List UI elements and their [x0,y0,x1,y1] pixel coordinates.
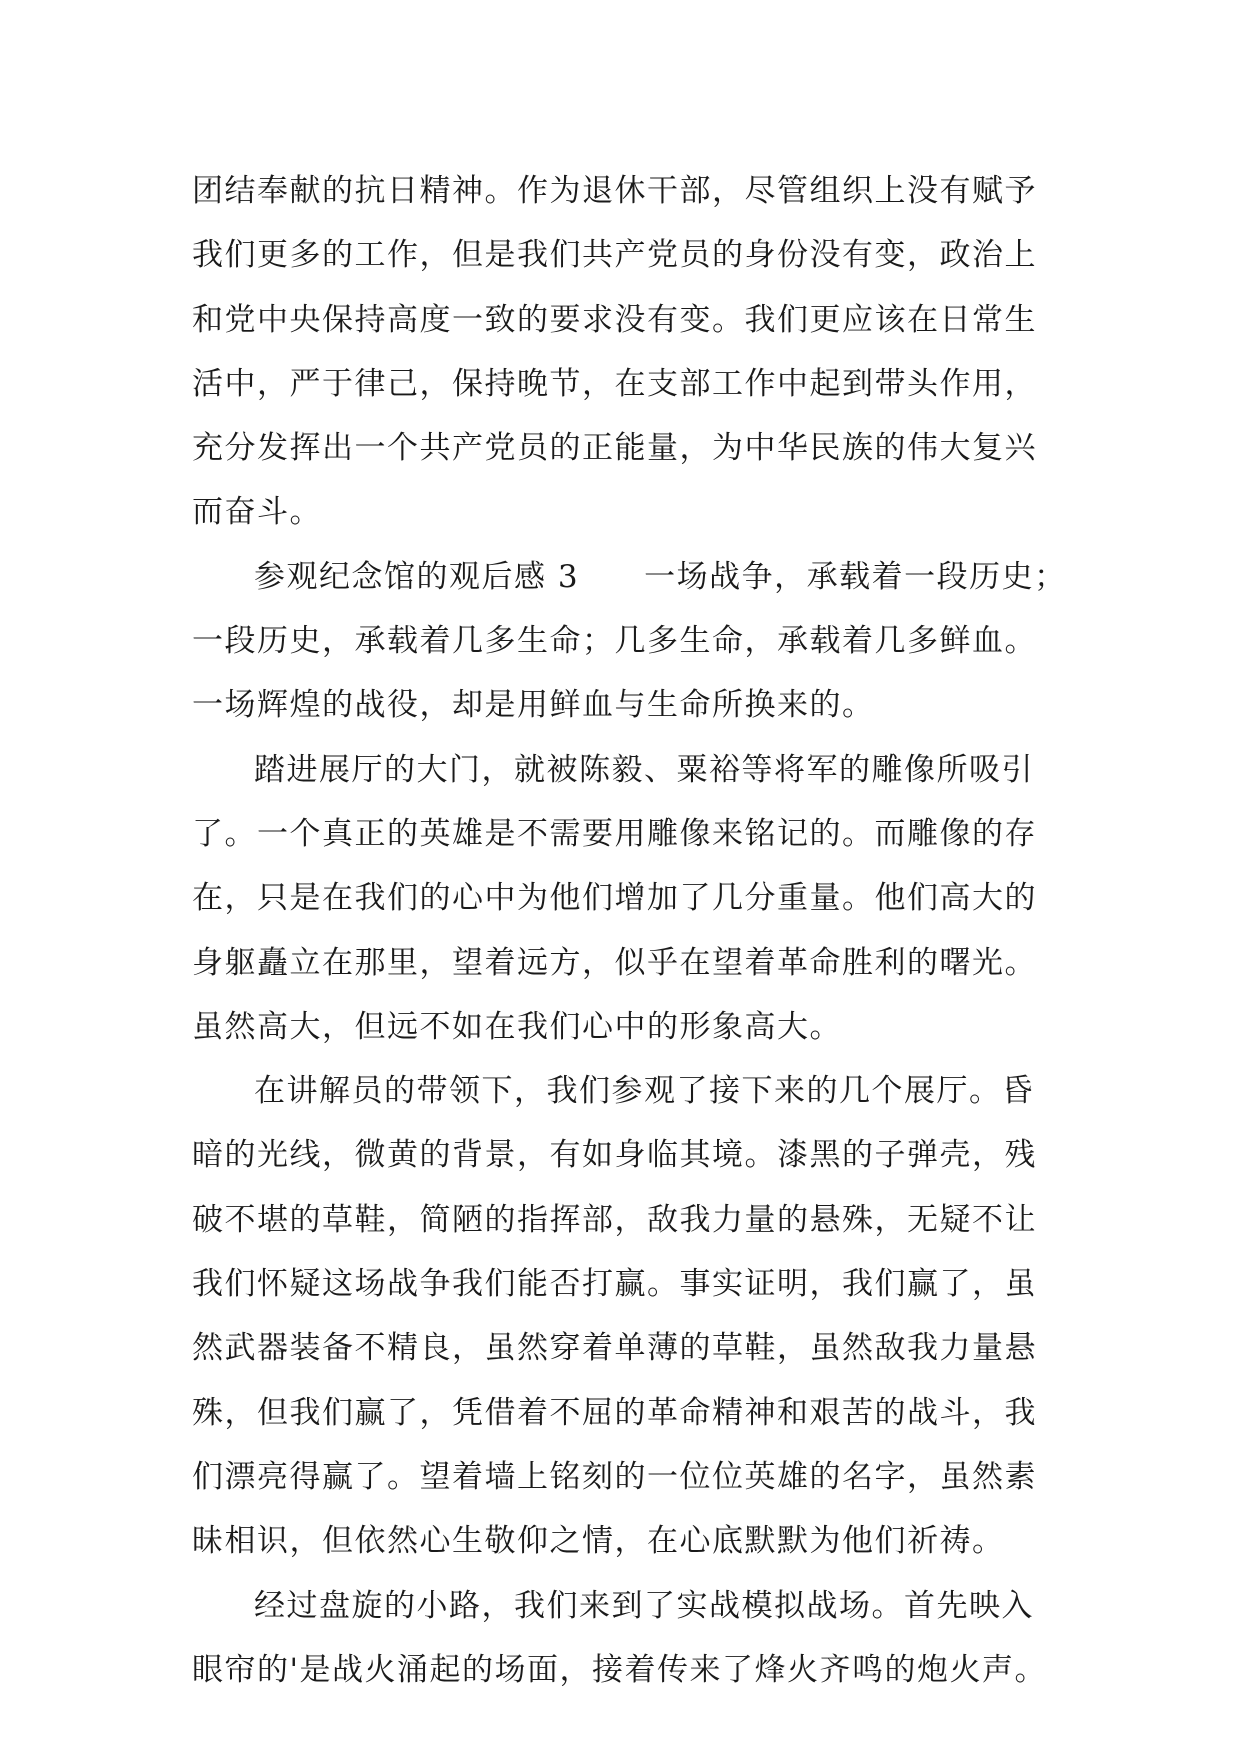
text-line: 了。一个真正的英雄是不需要用雕像来铭记的。而雕像的存 [192,815,1037,852]
text-line: 在讲解员的带领下，我们参观了接下来的几个展厅。昏 [254,1073,1034,1110]
text-line: 团结奉献的抗日精神。作为退休干部，尽管组织上没有赋予 [192,173,1037,209]
body-text [192,159,1072,1702]
text-line: 活中，严于律己，保持晚节，在支部工作中起到带头作用， [192,365,1037,402]
text-line: 一段历史，承载着几多生命；几多生命，承载着几多鲜血。 [192,623,1037,660]
text-line: 殊，但我们赢了，凭借着不屈的革命精神和艰苦的战斗，我 [192,1394,1037,1431]
text-line: 一场辉煌的战役，却是用鲜血与生命所换来的。 [192,687,875,724]
text-line: 暗的光线，微黄的背景，有如身临其境。漆黑的子弹壳，残 [192,1137,1037,1174]
text-line: 昧相识，但依然心生敬仰之情，在心底默默为他们祈祷。 [192,1523,1005,1560]
text-line: 然武器装备不精良，虽然穿着单薄的草鞋，虽然敌我力量悬 [192,1330,1037,1367]
text-line: 我们怀疑这场战争我们能否打赢。事实证明，我们赢了，虽 [192,1266,1037,1303]
text-line: 和党中央保持高度一致的要求没有变。我们更应该在日常生 [192,301,1037,338]
text-line: 身躯矗立在那里，望着远方，似乎在望着革命胜利的曙光。 [192,944,1037,981]
text-line: 充分发挥出一个共产党员的正能量，为中华民族的伟大复兴 [192,430,1037,467]
text-line: 而奋斗。 [192,494,322,531]
text-line: 眼帘的'是战火涌起的场面，接着传来了烽火齐鸣的炮火声。 [192,1651,1048,1688]
text-line: 虽然高大，但远不如在我们心中的形象高大。 [192,1008,842,1045]
text-line: 我们更多的工作，但是我们共产党员的身份没有变，政治上 [192,237,1037,274]
text-line: 破不堪的草鞋，简陋的指挥部，敌我力量的悬殊，无疑不让 [192,1201,1037,1238]
text-line: 在，只是在我们的心中为他们增加了几分重量。他们高大的 [192,880,1037,917]
text-line: 们漂亮得赢了。望着墙上铭刻的一位位英雄的名字，虽然素 [192,1458,1037,1495]
text-line: 经过盘旋的小路，我们来到了实战模拟战场。首先映入 [254,1587,1034,1624]
text-line: 踏进展厅的大门，就被陈毅、粟裕等将军的雕像所吸引 [254,751,1034,788]
section-heading-line: 参观纪念馆的观后感 3 一场战争，承载着一段历史； [254,558,1067,595]
